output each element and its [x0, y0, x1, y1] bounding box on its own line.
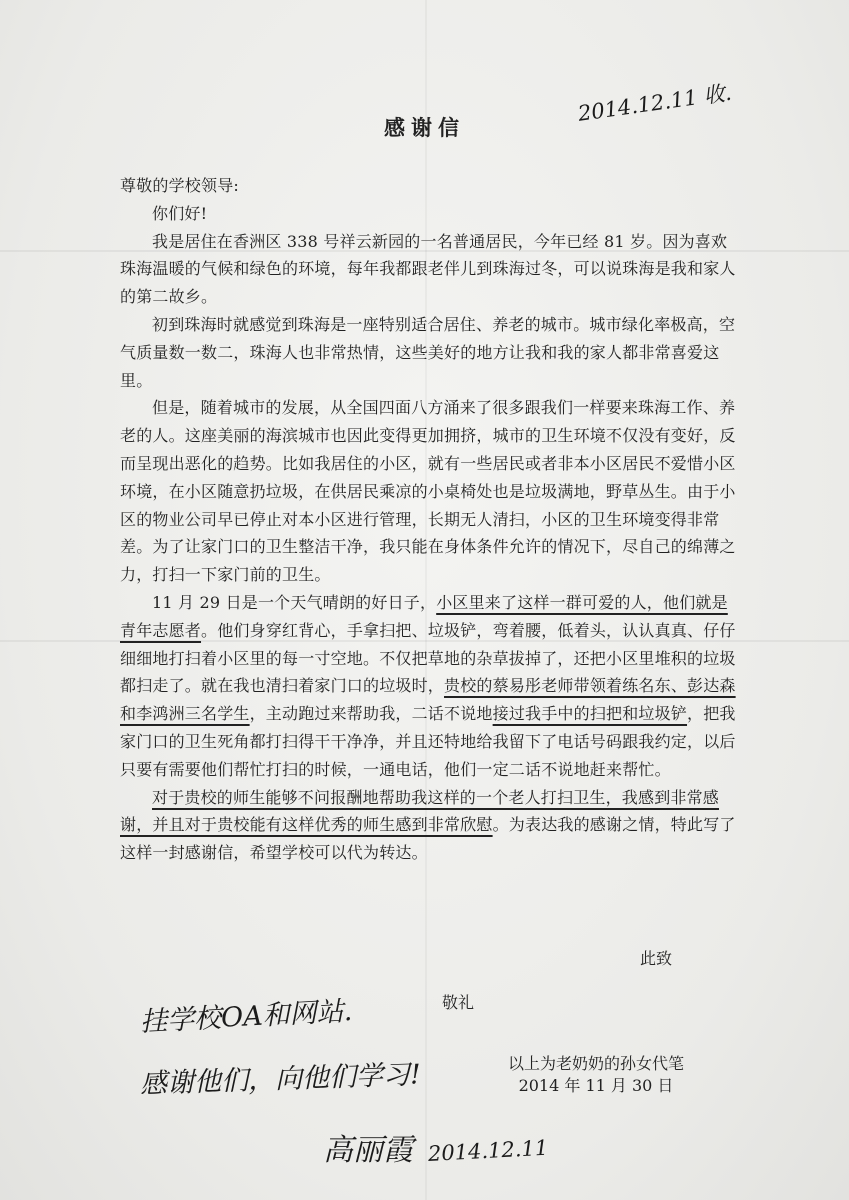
handwritten-received-date: 2014.12.11 收.: [576, 80, 733, 126]
paragraph-text: 11 月 29 日是一个天气晴朗的好日子，: [152, 592, 437, 612]
proxy-signature-block: [508, 1053, 684, 1097]
handwritten-note-line-1: 挂学校OA和网站.: [139, 995, 353, 1038]
salutation: 尊敬的学校领导:: [120, 176, 239, 195]
closing-ci-zhi: 此致: [640, 949, 673, 968]
underlined-text: 对于贵校的师生能够不问报酬地帮助我这样的一个老人打扫卫生，我感到非常感谢，并且对于贵校能有这样优秀的师生感到非常欣慰: [120, 787, 720, 835]
paragraph: 初到珠海时就感觉到珠海是一座特别适合居住、养老的城市。城市绿化率极高，空气质量数一数二，珠海人也非常热情，这些美好的地方让我和我的家人都非常喜爱这里。: [120, 314, 736, 390]
paragraph-text: 。他们身穿红背心，手拿扫把、垃圾铲，弯着腰，低着头，认认真真、仔仔细细地打扫着小区里的每一寸空地。不仅把草地的杂草拔掉了，还把小区里堆积的垃圾都扫走了。就在我也清扫着家门口的垃圾时，: [120, 620, 736, 696]
underlined-text: 贵校的蔡易彤老师带领着练名东、彭达森和李鸿洲三名学生: [120, 676, 736, 724]
closing-jing-li: 敬礼: [442, 993, 475, 1012]
handwritten-note-line-2: 感谢他们，向他们学习!: [139, 1059, 422, 1100]
letter-date: 2014 年 11 月 30 日: [518, 1076, 674, 1095]
paragraph-text: ，主动跑过来帮助我，二话不说地: [249, 704, 493, 724]
underlined-text: 接过我手中的扫把和垃圾铲: [492, 704, 688, 724]
letter-body: [120, 172, 740, 867]
letter-title: 感谢信: [384, 116, 465, 140]
paragraph-thanks: [120, 784, 740, 867]
handwritten-signature: 高丽霞: [323, 1133, 413, 1168]
greeting: 你们好!: [152, 203, 208, 223]
paragraph: 我是居住在香洲区 338 号祥云新园的一名普通居民，今年已经 81 岁。因为喜欢珠海温暖的气候和绿色的环境，每年我都跟老伴儿到珠海过冬，可以说珠海是我和家人的第二故乡。: [120, 231, 736, 307]
handwritten-signature-date: 2014.12.11: [427, 1135, 549, 1166]
paragraph-volunteers: [120, 589, 740, 784]
underlined-text: 小区里来了这样一群可爱的人，他们就是青年志愿者: [120, 592, 728, 640]
paragraph-text: ，把我家门口的卫生死角都打扫得干干净净，并且还特地给我留下了电话号码跟我约定，以后只要有需要他们帮忙打扫的时候，一通电话，他们一定二话不说地赶来帮忙。: [120, 704, 736, 779]
paragraph: 但是，随着城市的发展，从全国四面八方涌来了很多跟我们一样要来珠海工作、养老的人。这座美丽的海滨城市也因此变得更加拥挤，城市的卫生环境不仅没有变好，反而呈现出恶化的趋势。比如我居住的小区，就有一些居民或者非本小区居民不爱惜小区环境，在小区随意扔垃圾，在供居民乘凉的小桌椅处也是垃圾满地，野草丛生。由于小区的物业公司早已停止对本小区进行管理，长期无人清扫，小区的卫生环境变得非常差。为了让家门口的卫生整洁干净，我只能在身体条件允许的情况下，尽自己的绵薄之力，打扫一下家门前的卫生。: [120, 398, 736, 585]
proxy-note: 以上为老奶奶的孙女代笔: [508, 1054, 685, 1073]
paragraph-text: 。为表达我的感谢之情，特此写了这样一封感谢信，希望学校可以代为转达。: [120, 815, 736, 863]
